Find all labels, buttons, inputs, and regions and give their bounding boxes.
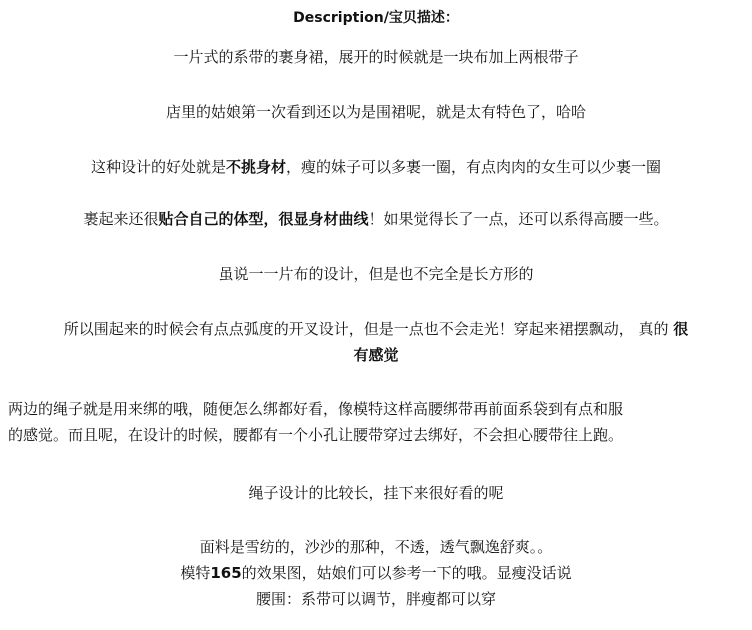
- fit-benefit-text-a: 这种设计的好处就是: [90, 158, 226, 176]
- model-text-c: 的效果图，姑娘们可以参考一下的哦。显瘦没话说: [241, 564, 572, 582]
- model-height: 165: [210, 564, 242, 582]
- paragraph-body-shape: [4, 206, 748, 232]
- paragraph-wrap-style: 一片式的系带的裹身裙，展开的时候就是一块布加上两根带子: [173, 48, 579, 66]
- paragraph-fabric: 面料是雪纺的，沙沙的那种，不透，透气飘逸舒爽。。: [199, 538, 553, 556]
- slit-design-emphasis-2: 有感觉: [353, 346, 399, 364]
- paragraph-waist: 腰围：系带可以调节，胖瘦都可以穿: [255, 590, 496, 608]
- paragraph-rope-length: 绳子设计的比较长，挂下来很好看的呢: [248, 484, 504, 502]
- model-text-a: 模特: [180, 564, 211, 582]
- slit-design-emphasis-1: 很: [673, 320, 689, 338]
- paragraph-ties: [8, 396, 746, 448]
- slit-design-text-a: 所以围起来的时候会有点点弧度的开叉设计，但是一点也不会走光！穿起来裙摆飘动， 真的: [63, 320, 674, 338]
- paragraph-model: [4, 560, 748, 586]
- slit-design-line-2: [4, 342, 748, 368]
- paragraph-slit-design: [4, 316, 748, 368]
- paragraph-apron-impression: 店里的姑娘第一次看到还以为是围裙呢，就是太有特色了，哈哈: [165, 103, 586, 121]
- fit-benefit-text-c: ，瘦的妹子可以多裹一圈，有点肉肉的女生可以少裹一圈: [286, 158, 662, 176]
- body-shape-text-a: 裹起来还很: [83, 210, 159, 228]
- ties-line-2: 的感觉。而且呢，在设计的时候，腰都有一个小孔让腰带穿过去绑好，不会担心腰带往上跑。: [8, 426, 624, 444]
- body-shape-text-c: ！如果觉得长了一点，还可以系得高腰一些。: [368, 210, 669, 228]
- fit-benefit-emphasis: 不挑身材: [225, 158, 286, 176]
- page-title: Description/宝贝描述：: [293, 10, 459, 26]
- paragraph-fit-benefit: [4, 154, 748, 180]
- body-shape-emphasis: 贴合自己的体型，很显身材曲线: [158, 210, 369, 228]
- paragraph-shape-note: 虽说一一片布的设计，但是也不完全是长方形的: [218, 265, 534, 283]
- ties-line-1: 两边的绳子就是用来绑的哦，随便怎么绑都好看，像模特这样高腰绑带再前面系袋到有点和服: [8, 400, 624, 418]
- slit-design-line-1: [4, 316, 748, 342]
